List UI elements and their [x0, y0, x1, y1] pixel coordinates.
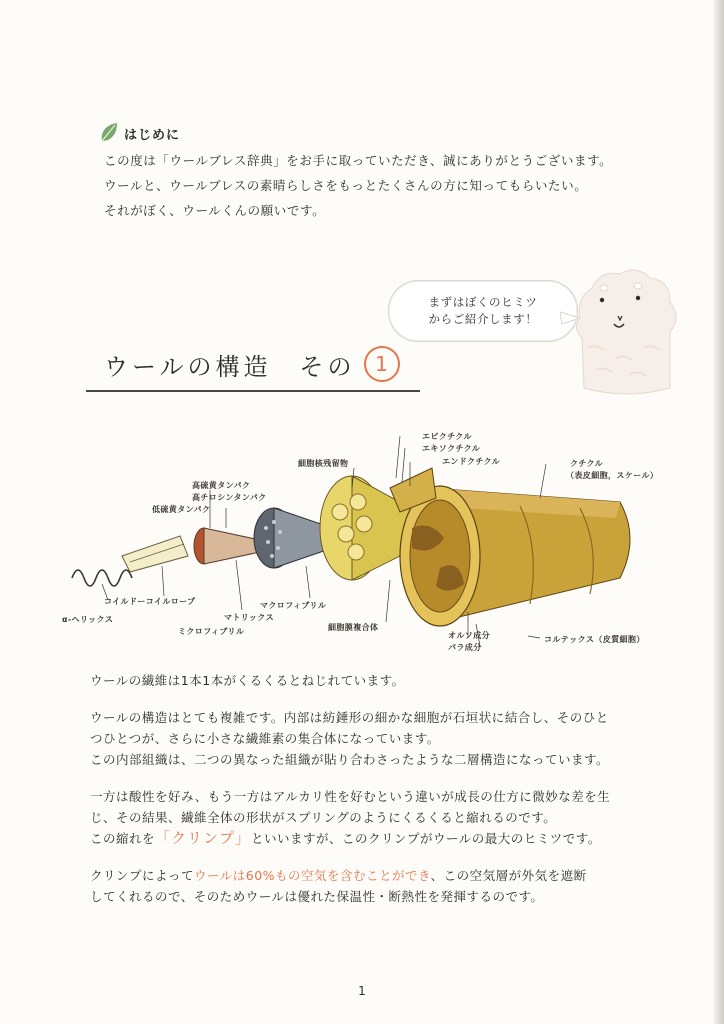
p3-pre: この縮れを	[90, 831, 156, 846]
crimp-highlight: 「クリンプ」	[155, 829, 252, 847]
label-cortex: コルテックス（皮質細胞）	[544, 635, 645, 644]
label-cell-membrane-complex: 細胞膜複合体	[328, 623, 379, 632]
paragraph-2-line-1: ウールの構造はとても複雑です。内部は紡錘形の細かな細胞が石垣状に結合し、そのひと	[90, 710, 609, 725]
label-cuticle-note: （表皮細胞，スケール）	[566, 471, 659, 480]
body-text	[90, 670, 650, 907]
speech-bubble	[388, 280, 578, 342]
label-nuclear-remnant: 細胞核残留物	[298, 459, 349, 468]
intro-heading	[104, 118, 664, 148]
label-matrix: マトリックス	[224, 613, 274, 622]
label-coiled-coil-rope: コイルドーコイルロープ	[104, 597, 196, 606]
paragraph-4-line-1	[90, 865, 650, 886]
p3-post: といいますが、このクリンプがウールの最大のヒミツです。	[251, 831, 601, 846]
label-macrofibril: マクロフィブリル	[260, 601, 327, 610]
page-number: 1	[358, 984, 366, 998]
label-endocuticle: エンドクチクル	[442, 457, 501, 466]
page-edge	[714, 0, 724, 1024]
section-number-badge: 1	[364, 346, 400, 382]
leaf-icon	[98, 121, 120, 145]
p4-pre: クリンプによって	[90, 868, 195, 883]
paragraph-1: ウールの繊維は1本1本がくるくるとねじれています。	[90, 673, 405, 688]
sheep-mascot-illustration	[566, 258, 686, 398]
intro-line-2: ウールと、ウールブレスの素晴らしさをもっとたくさんの方に知ってもらいたい。	[104, 178, 588, 193]
section-title-text: ウールの構造 その	[104, 352, 356, 381]
wool-fiber-structure-diagram	[60, 428, 670, 656]
intro-line-3: それがぼく、ウールくんの願いです。	[104, 203, 326, 218]
paragraph-2-line-3: この内部組織は、二つの異なった組織が貼り合わさったような二層構造になっています。	[90, 752, 610, 767]
label-high-tyrosine-protein: 高チロシンタンパク	[192, 493, 267, 502]
label-ortho-component: オルソ成分	[448, 631, 490, 640]
label-para-component: パラ成分	[448, 643, 482, 652]
paragraph-3-line-2: じ、その結果、繊維全体の形状がスプリングのようにくるくると縮れるのです。	[90, 810, 557, 825]
label-alpha-helix: α-ヘリックス	[62, 615, 114, 624]
intro-section	[104, 118, 664, 223]
p4-post: 、この空気層が外気を遮断	[430, 868, 587, 883]
label-exocuticle: エキソクチクル	[422, 444, 481, 453]
air-highlight: ウールは60%もの空気を含むことができ	[194, 868, 431, 883]
label-high-sulfur-protein: 高硫黄タンパク	[192, 481, 251, 490]
paragraph-4-line-2: してくれるので、そのためウールは優れた保温性・断熱性を発揮するのです。	[90, 889, 544, 904]
paragraph-3-line-3	[90, 828, 650, 849]
intro-line-1: この度は「ウールブレス辞典」をお手に取っていただき、誠にありがとうございます。	[104, 153, 613, 168]
speech-bubble-line-2: からご紹介します！	[428, 312, 538, 326]
label-low-sulfur-protein: 低硫黄タンパク	[152, 505, 211, 514]
section-title	[104, 346, 400, 382]
label-epicuticle: エピクチクル	[422, 432, 472, 441]
paragraph-2-line-2: つひとつが、さらに小さな繊維素の集合体になっています。	[90, 731, 440, 746]
intro-title: はじめに	[124, 127, 181, 143]
paragraph-3-line-1: 一方は酸性を好み、もう一方はアルカリ性を好むという違いが成長の仕方に微妙な差を生	[90, 789, 611, 804]
label-cuticle: クチクル	[570, 459, 604, 468]
label-microfibril: ミクロフィブリル	[178, 627, 245, 636]
speech-bubble-line-1: まずはぼくのヒミツ	[428, 295, 538, 309]
title-underline	[86, 390, 420, 392]
